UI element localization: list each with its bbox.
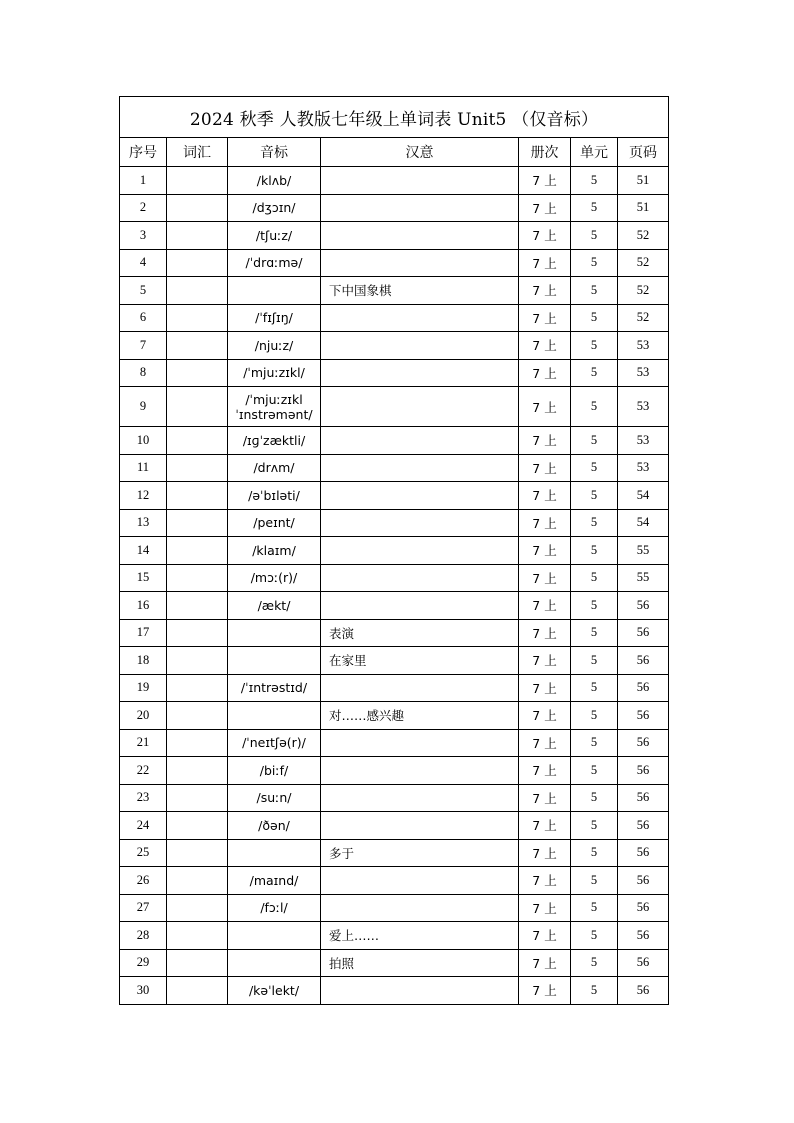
cell-meaning bbox=[321, 977, 519, 1005]
cell-word bbox=[167, 784, 228, 812]
cell-word bbox=[167, 674, 228, 702]
cell-index: 17 bbox=[120, 619, 167, 647]
cell-book: 7 上 bbox=[519, 564, 571, 592]
cell-meaning bbox=[321, 249, 519, 277]
cell-index: 4 bbox=[120, 249, 167, 277]
cell-book: 7 上 bbox=[519, 332, 571, 360]
table-row bbox=[120, 812, 669, 840]
table-row bbox=[120, 592, 669, 620]
cell-unit: 5 bbox=[571, 359, 618, 387]
cell-index: 21 bbox=[120, 729, 167, 757]
table-row bbox=[120, 839, 669, 867]
table-row bbox=[120, 509, 669, 537]
cell-index: 6 bbox=[120, 304, 167, 332]
cell-page: 54 bbox=[618, 509, 669, 537]
cell-book: 7 上 bbox=[519, 647, 571, 675]
cell-phonetic: /mɔː(r)/ bbox=[228, 564, 321, 592]
cell-phonetic: /ˈdrɑːmə/ bbox=[228, 249, 321, 277]
cell-page: 56 bbox=[618, 592, 669, 620]
cell-phonetic: /ˈmjuːzɪkl/ bbox=[228, 359, 321, 387]
cell-meaning bbox=[321, 812, 519, 840]
table-row bbox=[120, 359, 669, 387]
cell-page: 51 bbox=[618, 167, 669, 195]
header-page: 页码 bbox=[618, 138, 669, 167]
cell-page: 56 bbox=[618, 949, 669, 977]
cell-meaning bbox=[321, 592, 519, 620]
cell-meaning: 多于 bbox=[321, 839, 519, 867]
cell-meaning bbox=[321, 537, 519, 565]
cell-phonetic: /drʌm/ bbox=[228, 454, 321, 482]
header-unit: 单元 bbox=[571, 138, 618, 167]
cell-meaning: 表演 bbox=[321, 619, 519, 647]
cell-word bbox=[167, 564, 228, 592]
cell-word bbox=[167, 977, 228, 1005]
cell-phonetic: /ɪɡˈzæktli/ bbox=[228, 427, 321, 455]
cell-book: 7 上 bbox=[519, 977, 571, 1005]
table-row bbox=[120, 277, 669, 305]
worksheet bbox=[119, 96, 668, 1005]
cell-page: 51 bbox=[618, 194, 669, 222]
cell-phonetic bbox=[228, 619, 321, 647]
cell-book: 7 上 bbox=[519, 277, 571, 305]
table-row bbox=[120, 222, 669, 250]
cell-meaning: 下中国象棋 bbox=[321, 277, 519, 305]
header-index: 序号 bbox=[120, 138, 167, 167]
cell-phonetic bbox=[228, 839, 321, 867]
cell-word bbox=[167, 839, 228, 867]
cell-word bbox=[167, 894, 228, 922]
table-row bbox=[120, 387, 669, 427]
cell-index: 24 bbox=[120, 812, 167, 840]
cell-phonetic: /ˈfɪʃɪŋ/ bbox=[228, 304, 321, 332]
table-row bbox=[120, 894, 669, 922]
cell-unit: 5 bbox=[571, 729, 618, 757]
table-row bbox=[120, 922, 669, 950]
cell-book: 7 上 bbox=[519, 592, 571, 620]
table-row bbox=[120, 482, 669, 510]
table-row bbox=[120, 194, 669, 222]
cell-unit: 5 bbox=[571, 757, 618, 785]
cell-page: 56 bbox=[618, 757, 669, 785]
cell-page: 55 bbox=[618, 564, 669, 592]
cell-unit: 5 bbox=[571, 949, 618, 977]
cell-index: 1 bbox=[120, 167, 167, 195]
cell-word bbox=[167, 537, 228, 565]
cell-phonetic bbox=[228, 949, 321, 977]
table-row bbox=[120, 729, 669, 757]
cell-word bbox=[167, 592, 228, 620]
cell-book: 7 上 bbox=[519, 249, 571, 277]
cell-page: 54 bbox=[618, 482, 669, 510]
cell-word bbox=[167, 194, 228, 222]
table-row bbox=[120, 167, 669, 195]
cell-unit: 5 bbox=[571, 894, 618, 922]
cell-word bbox=[167, 454, 228, 482]
cell-book: 7 上 bbox=[519, 427, 571, 455]
cell-page: 53 bbox=[618, 427, 669, 455]
cell-page: 56 bbox=[618, 977, 669, 1005]
cell-page: 56 bbox=[618, 784, 669, 812]
cell-meaning bbox=[321, 564, 519, 592]
cell-index: 14 bbox=[120, 537, 167, 565]
cell-meaning: 对……感兴趣 bbox=[321, 702, 519, 730]
cell-page: 56 bbox=[618, 812, 669, 840]
cell-page: 52 bbox=[618, 249, 669, 277]
table-row bbox=[120, 454, 669, 482]
cell-index: 3 bbox=[120, 222, 167, 250]
cell-unit: 5 bbox=[571, 619, 618, 647]
cell-meaning bbox=[321, 387, 519, 427]
cell-phonetic bbox=[228, 702, 321, 730]
cell-word bbox=[167, 277, 228, 305]
cell-book: 7 上 bbox=[519, 784, 571, 812]
cell-unit: 5 bbox=[571, 702, 618, 730]
cell-index: 23 bbox=[120, 784, 167, 812]
cell-book: 7 上 bbox=[519, 949, 571, 977]
cell-meaning bbox=[321, 304, 519, 332]
cell-unit: 5 bbox=[571, 194, 618, 222]
cell-meaning bbox=[321, 194, 519, 222]
table-row bbox=[120, 332, 669, 360]
cell-index: 15 bbox=[120, 564, 167, 592]
header-row bbox=[120, 138, 669, 167]
cell-index: 29 bbox=[120, 949, 167, 977]
cell-word bbox=[167, 359, 228, 387]
cell-page: 56 bbox=[618, 619, 669, 647]
cell-unit: 5 bbox=[571, 427, 618, 455]
table-row bbox=[120, 949, 669, 977]
cell-phonetic bbox=[228, 647, 321, 675]
cell-phonetic: /suːn/ bbox=[228, 784, 321, 812]
cell-book: 7 上 bbox=[519, 222, 571, 250]
cell-meaning bbox=[321, 482, 519, 510]
cell-meaning: 爱上…… bbox=[321, 922, 519, 950]
table-row bbox=[120, 304, 669, 332]
cell-meaning bbox=[321, 894, 519, 922]
cell-unit: 5 bbox=[571, 592, 618, 620]
cell-page: 52 bbox=[618, 277, 669, 305]
cell-page: 52 bbox=[618, 304, 669, 332]
cell-book: 7 上 bbox=[519, 702, 571, 730]
table-row bbox=[120, 977, 669, 1005]
cell-book: 7 上 bbox=[519, 167, 571, 195]
cell-word bbox=[167, 867, 228, 895]
cell-unit: 5 bbox=[571, 977, 618, 1005]
cell-meaning bbox=[321, 454, 519, 482]
cell-index: 18 bbox=[120, 647, 167, 675]
cell-phonetic bbox=[228, 922, 321, 950]
cell-book: 7 上 bbox=[519, 922, 571, 950]
cell-page: 53 bbox=[618, 359, 669, 387]
cell-meaning bbox=[321, 427, 519, 455]
cell-word bbox=[167, 167, 228, 195]
cell-meaning bbox=[321, 757, 519, 785]
cell-book: 7 上 bbox=[519, 894, 571, 922]
header-book: 册次 bbox=[519, 138, 571, 167]
cell-meaning bbox=[321, 167, 519, 195]
cell-book: 7 上 bbox=[519, 454, 571, 482]
cell-word bbox=[167, 757, 228, 785]
cell-phonetic: /ðən/ bbox=[228, 812, 321, 840]
cell-phonetic: /biːf/ bbox=[228, 757, 321, 785]
cell-book: 7 上 bbox=[519, 619, 571, 647]
cell-unit: 5 bbox=[571, 167, 618, 195]
cell-phonetic: /maɪnd/ bbox=[228, 867, 321, 895]
cell-phonetic: /dʒɔɪn/ bbox=[228, 194, 321, 222]
cell-phonetic: /ˈɪntrəstɪd/ bbox=[228, 674, 321, 702]
cell-word bbox=[167, 304, 228, 332]
cell-page: 53 bbox=[618, 332, 669, 360]
cell-page: 56 bbox=[618, 702, 669, 730]
cell-phonetic: /njuːz/ bbox=[228, 332, 321, 360]
cell-phonetic: /ækt/ bbox=[228, 592, 321, 620]
cell-book: 7 上 bbox=[519, 537, 571, 565]
cell-book: 7 上 bbox=[519, 839, 571, 867]
cell-unit: 5 bbox=[571, 509, 618, 537]
cell-unit: 5 bbox=[571, 784, 618, 812]
cell-unit: 5 bbox=[571, 454, 618, 482]
cell-word bbox=[167, 647, 228, 675]
cell-book: 7 上 bbox=[519, 867, 571, 895]
cell-meaning bbox=[321, 222, 519, 250]
cell-page: 55 bbox=[618, 537, 669, 565]
table-row bbox=[120, 249, 669, 277]
cell-unit: 5 bbox=[571, 537, 618, 565]
table-body bbox=[120, 167, 669, 1005]
header-word: 词汇 bbox=[167, 138, 228, 167]
cell-meaning bbox=[321, 674, 519, 702]
cell-phonetic: /peɪnt/ bbox=[228, 509, 321, 537]
cell-unit: 5 bbox=[571, 839, 618, 867]
cell-page: 56 bbox=[618, 839, 669, 867]
cell-index: 11 bbox=[120, 454, 167, 482]
cell-meaning bbox=[321, 784, 519, 812]
table-row bbox=[120, 427, 669, 455]
cell-index: 28 bbox=[120, 922, 167, 950]
cell-index: 2 bbox=[120, 194, 167, 222]
cell-word bbox=[167, 922, 228, 950]
cell-unit: 5 bbox=[571, 674, 618, 702]
cell-index: 26 bbox=[120, 867, 167, 895]
table-row bbox=[120, 702, 669, 730]
cell-unit: 5 bbox=[571, 222, 618, 250]
cell-book: 7 上 bbox=[519, 359, 571, 387]
cell-index: 25 bbox=[120, 839, 167, 867]
cell-index: 27 bbox=[120, 894, 167, 922]
cell-page: 52 bbox=[618, 222, 669, 250]
cell-book: 7 上 bbox=[519, 482, 571, 510]
cell-word bbox=[167, 509, 228, 537]
cell-word bbox=[167, 949, 228, 977]
cell-meaning bbox=[321, 509, 519, 537]
table-row bbox=[120, 647, 669, 675]
table-row bbox=[120, 757, 669, 785]
cell-index: 10 bbox=[120, 427, 167, 455]
table-row bbox=[120, 867, 669, 895]
header-meaning: 汉意 bbox=[321, 138, 519, 167]
cell-index: 5 bbox=[120, 277, 167, 305]
cell-meaning: 拍照 bbox=[321, 949, 519, 977]
cell-unit: 5 bbox=[571, 277, 618, 305]
cell-page: 53 bbox=[618, 454, 669, 482]
cell-unit: 5 bbox=[571, 304, 618, 332]
cell-word bbox=[167, 702, 228, 730]
cell-unit: 5 bbox=[571, 867, 618, 895]
cell-phonetic: /klʌb/ bbox=[228, 167, 321, 195]
cell-index: 9 bbox=[120, 387, 167, 427]
cell-page: 56 bbox=[618, 729, 669, 757]
cell-unit: 5 bbox=[571, 564, 618, 592]
vocabulary-table bbox=[119, 96, 669, 1005]
cell-page: 56 bbox=[618, 674, 669, 702]
cell-word bbox=[167, 482, 228, 510]
cell-word bbox=[167, 249, 228, 277]
cell-word bbox=[167, 427, 228, 455]
cell-unit: 5 bbox=[571, 812, 618, 840]
cell-phonetic bbox=[228, 277, 321, 305]
cell-word bbox=[167, 332, 228, 360]
cell-phonetic: /ˈmjuːzɪkl ˈɪnstrəmənt/ bbox=[228, 387, 321, 427]
cell-phonetic: /əˈbɪləti/ bbox=[228, 482, 321, 510]
table-row bbox=[120, 619, 669, 647]
cell-book: 7 上 bbox=[519, 304, 571, 332]
cell-index: 8 bbox=[120, 359, 167, 387]
cell-word bbox=[167, 619, 228, 647]
cell-book: 7 上 bbox=[519, 674, 571, 702]
table-row bbox=[120, 784, 669, 812]
cell-unit: 5 bbox=[571, 922, 618, 950]
cell-index: 22 bbox=[120, 757, 167, 785]
cell-book: 7 上 bbox=[519, 387, 571, 427]
cell-unit: 5 bbox=[571, 387, 618, 427]
cell-page: 56 bbox=[618, 922, 669, 950]
table-row bbox=[120, 564, 669, 592]
cell-index: 19 bbox=[120, 674, 167, 702]
cell-index: 30 bbox=[120, 977, 167, 1005]
cell-index: 13 bbox=[120, 509, 167, 537]
cell-book: 7 上 bbox=[519, 757, 571, 785]
cell-phonetic: /tʃuːz/ bbox=[228, 222, 321, 250]
cell-page: 56 bbox=[618, 647, 669, 675]
cell-phonetic: /fɔːl/ bbox=[228, 894, 321, 922]
cell-unit: 5 bbox=[571, 249, 618, 277]
cell-unit: 5 bbox=[571, 482, 618, 510]
cell-page: 56 bbox=[618, 867, 669, 895]
cell-meaning bbox=[321, 359, 519, 387]
cell-word bbox=[167, 222, 228, 250]
cell-word bbox=[167, 387, 228, 427]
cell-unit: 5 bbox=[571, 647, 618, 675]
table-row bbox=[120, 674, 669, 702]
table-title: 2024 秋季 人教版七年级上单词表 Unit5 （仅音标） bbox=[120, 97, 669, 138]
cell-meaning bbox=[321, 729, 519, 757]
cell-index: 16 bbox=[120, 592, 167, 620]
cell-book: 7 上 bbox=[519, 729, 571, 757]
cell-meaning bbox=[321, 867, 519, 895]
cell-index: 7 bbox=[120, 332, 167, 360]
cell-book: 7 上 bbox=[519, 812, 571, 840]
cell-book: 7 上 bbox=[519, 194, 571, 222]
table-row bbox=[120, 537, 669, 565]
cell-word bbox=[167, 812, 228, 840]
cell-index: 20 bbox=[120, 702, 167, 730]
cell-index: 12 bbox=[120, 482, 167, 510]
cell-page: 56 bbox=[618, 894, 669, 922]
cell-meaning bbox=[321, 332, 519, 360]
cell-phonetic: /ˈneɪtʃə(r)/ bbox=[228, 729, 321, 757]
cell-book: 7 上 bbox=[519, 509, 571, 537]
cell-phonetic: /klaɪm/ bbox=[228, 537, 321, 565]
header-phonetic: 音标 bbox=[228, 138, 321, 167]
cell-page: 53 bbox=[618, 387, 669, 427]
cell-unit: 5 bbox=[571, 332, 618, 360]
cell-meaning: 在家里 bbox=[321, 647, 519, 675]
cell-phonetic: /kəˈlekt/ bbox=[228, 977, 321, 1005]
cell-word bbox=[167, 729, 228, 757]
